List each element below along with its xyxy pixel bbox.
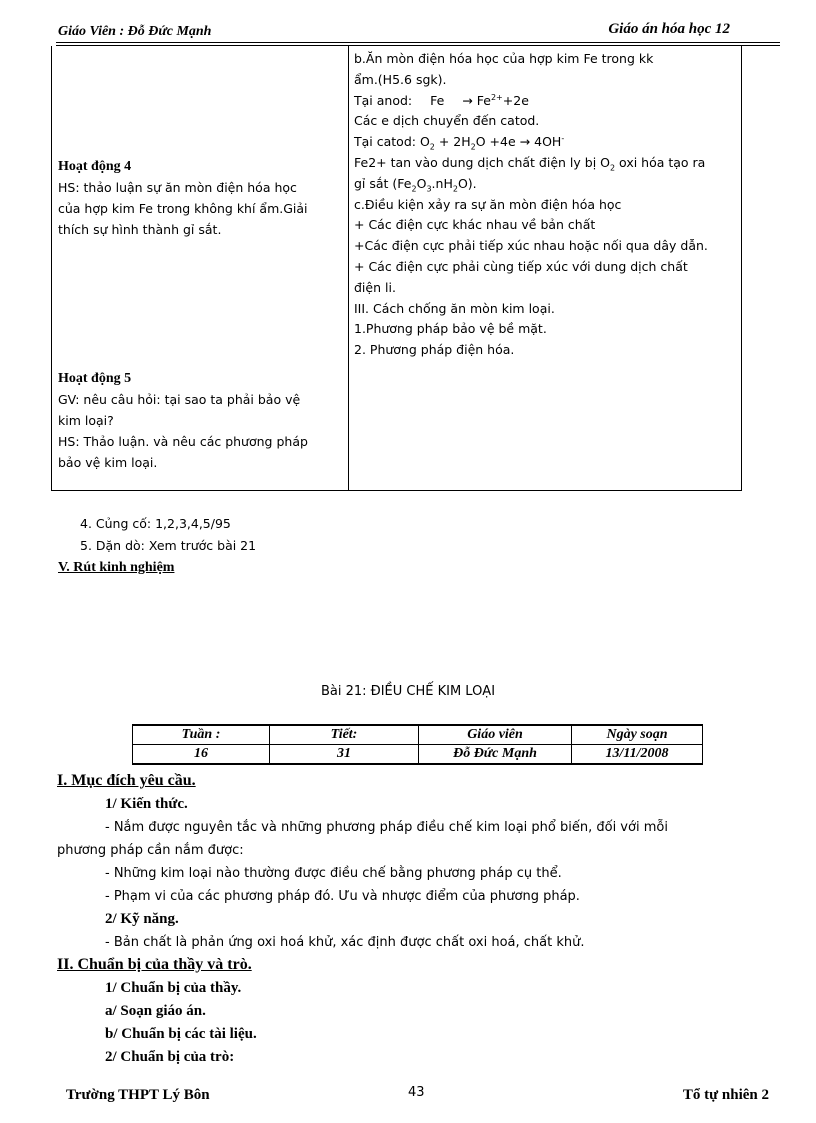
content-line: điện li. (354, 279, 396, 295)
footer-school: Trường THPT Lý Bôn (66, 1087, 210, 1103)
consolidate-line: 4. Củng cố: 1,2,3,4,5/95 (80, 516, 231, 531)
info-header-cell: Giáo viên (419, 725, 572, 745)
teacher-prep-item: a/ Soạn giáo án. (105, 1003, 206, 1019)
activity-4-line: HS: thảo luận sự ăn mòn điện hóa học (58, 180, 297, 195)
lesson-title: Bài 21: ĐIỀU CHẾ KIM LOẠI (320, 684, 496, 699)
info-value-row (133, 745, 703, 765)
info-header-row (133, 725, 703, 745)
content-line: + Các điện cực khác nhau về bản chất (354, 217, 596, 233)
header-subject: Giáo án hóa học 12 (608, 21, 730, 37)
content-line: 2. Phương pháp điện hóa. (354, 342, 515, 358)
footer-group: Tổ tự nhiên 2 (682, 1087, 769, 1103)
knowledge-heading: 1/ Kiến thức. (105, 796, 188, 812)
content-line: gỉ sắt $(Fe_2O_3.nH_2O)$. (354, 175, 477, 194)
content-column (354, 49, 740, 361)
content-line: Fe2+ tan vào dung dịch chất điện ly bị $O_2$ oxi hóa tạo ra (354, 154, 706, 173)
activity-4 (58, 156, 338, 240)
content-line: +Các điện cực phải tiếp xúc nhau hoặc nối qua dây dẫn. (354, 238, 708, 254)
content-line: III. Cách chống ăn mòn kim loại. (354, 300, 555, 316)
info-header-cell: Ngày soạn (572, 725, 703, 745)
content-line: ẩm.(H5.6 sgk). (354, 71, 447, 87)
section-2-heading: II. Chuẩn bị của thầy và trò. (57, 956, 252, 973)
activity-5-line: HS: Thảo luận. và nêu các phương pháp (58, 434, 308, 449)
content-line: c.Điều kiện xảy ra sự ăn mòn điện hóa học (354, 196, 622, 212)
content-line: b.Ăn mòn điện hóa học của hợp kim Fe trong kk (354, 51, 654, 66)
info-value-cell: 16 (133, 745, 270, 765)
lesson-info-table (132, 724, 703, 765)
activity-table (51, 46, 742, 491)
knowledge-line: - Những kim loại nào thường được điều chế bằng phương pháp cụ thể. (105, 866, 562, 881)
cathode-equation: Tại catod: $O_2 + 2H_2O +4e \to 4OH^-$ (354, 134, 565, 152)
student-prep-heading: 2/ Chuẩn bị của trò: (105, 1049, 235, 1065)
activity-5-line: bảo vệ kim loại. (58, 455, 158, 470)
section-1-heading: I. Mục đích yêu cầu. (57, 772, 196, 789)
info-header-cell: Tuần : (133, 725, 270, 745)
arrow-icon: → (462, 92, 473, 108)
column-divider (348, 46, 349, 490)
info-value-cell: Đỗ Đức Mạnh (419, 745, 572, 765)
info-value-cell: 13/11/2008 (572, 745, 703, 765)
activity-4-line: của hợp kim Fe trong không khí ẩm.Giải (58, 201, 308, 216)
activity-5 (58, 368, 338, 473)
header-rule (56, 42, 780, 43)
activity-4-title: Hoạt động 4 (58, 159, 132, 174)
arrow-icon: → (519, 134, 531, 150)
activity-5-title: Hoạt động 5 (58, 371, 132, 386)
anode-equation: Tại anod: $Fe \to Fe^{2+}+2e$ (354, 92, 529, 108)
activity-5-line: GV: nêu câu hỏi: tại sao ta phải bảo vệ (58, 392, 301, 407)
content-line: + Các điện cực phải cùng tiếp xúc với dung dịch chất (354, 258, 688, 274)
content-line: 1.Phương pháp bảo vệ bề mặt. (354, 321, 547, 337)
experience-heading: V. Rút kinh nghiệm (58, 560, 175, 575)
skills-heading: 2/ Kỹ năng. (105, 911, 179, 927)
header-teacher: Giáo Viên : Đỗ Đức Mạnh (58, 24, 212, 39)
teacher-prep-heading: 1/ Chuẩn bị của thầy. (105, 980, 242, 996)
knowledge-line: - Phạm vi của các phương pháp đó. Ưu và nhược điểm của phương pháp. (105, 889, 580, 904)
knowledge-line: - Nắm được nguyên tắc và những phương pháp điều chế kim loại phổ biến, đối với mỗi (105, 820, 668, 835)
info-value-cell: 31 (270, 745, 419, 765)
activity-4-line: thích sự hình thành gỉ sắt. (58, 222, 222, 237)
knowledge-line: phương pháp cần nắm được: (57, 843, 244, 858)
skills-line: - Bản chất là phản ứng oxi hoá khử, xác định được chất oxi hoá, chất khử. (105, 935, 585, 950)
activity-5-line: kim loại? (58, 413, 114, 428)
homework-line: 5. Dặn dò: Xem trước bài 21 (80, 538, 257, 553)
info-header-cell: Tiết: (270, 725, 419, 745)
teacher-prep-item: b/ Chuẩn bị các tài liệu. (105, 1026, 257, 1042)
content-line: Các e dịch chuyển đến catod. (354, 113, 540, 129)
page-number: 43 (408, 1085, 425, 1100)
